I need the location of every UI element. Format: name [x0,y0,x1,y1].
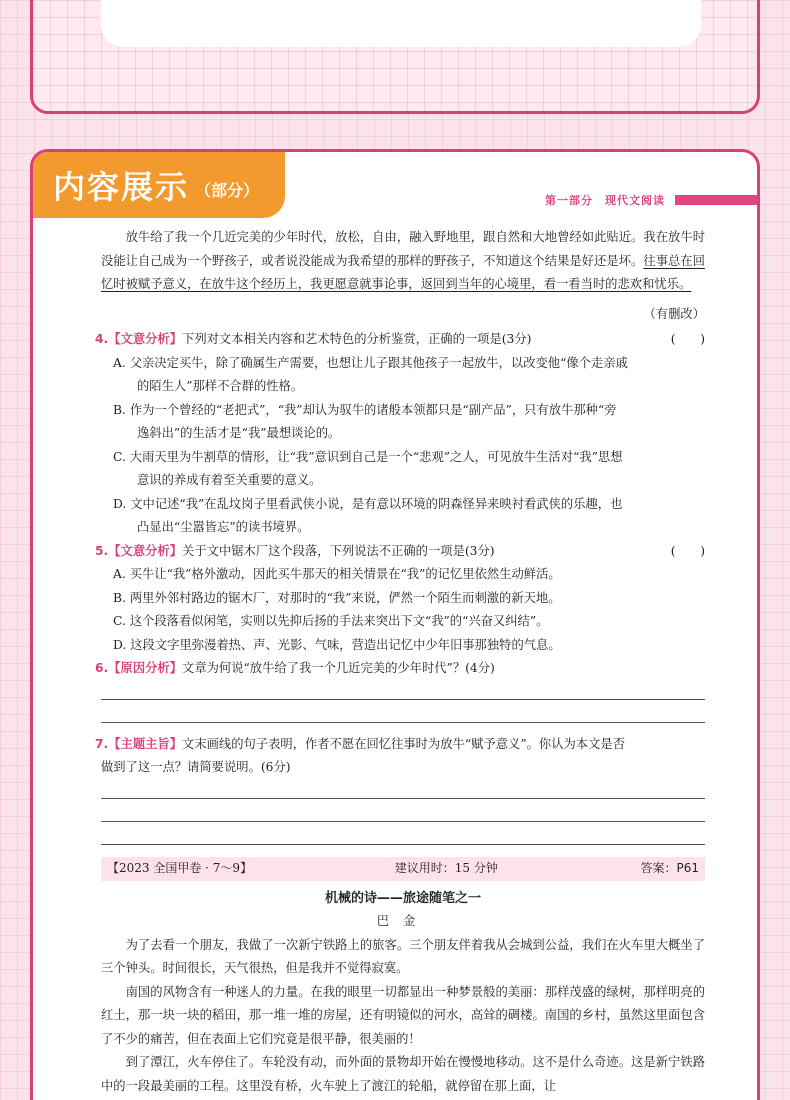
option-c: C. 这个段落看似闲笔，实则以先抑后扬的手法来突出下文“我”的“兴奋又纠结”。 [113,614,549,628]
header-title: 内容展示 [53,168,190,206]
exam-source: 【2023 全国甲卷 · 7～9】 [107,860,253,875]
question-tag: 【主题主旨】 [108,736,183,751]
info-bar [101,857,705,881]
answer-line[interactable] [101,699,705,700]
option-b-cont: 逸斜出”的生活才是“我”最想谈论的。 [137,426,341,440]
question-number: 4. [95,332,109,346]
article-author: 巴金 [376,914,430,928]
question-number: 5. [95,543,109,558]
answer-line[interactable] [101,722,705,723]
content-body [95,226,705,1098]
option-b: B. 两里外邻村路边的锯木厂，对那时的“我”来说，俨然一个陌生而刺激的新天地。 [113,590,561,605]
passage-paragraph [101,226,705,297]
header-subtitle: （部分） [195,180,260,200]
passage-text: 放牛给了我一个几近完美的少年时代，放松，自由，融入野地里，跟自然和大地曾经如此贴近。我在放牛时没能让自己成为一个野孩子，或者说没能成为我希望的那样的野孩子，不知道这个结果是好还是坏。 [101,230,705,268]
answer-paren: ( ) [670,332,705,346]
option-b: B. 作为一个曾经的“老把式”，“我”却认为驭牛的诸般本领都只是“副产品”，只有放牛那种“旁 [113,402,617,417]
top-white-panel [101,0,701,47]
section-stripe [675,195,757,205]
article-title: 机械的诗——旅途随笔之一 [324,890,481,906]
passage-note: （有删改） [643,306,705,321]
option-a-cont: 的陌生人”那样不合群的性格。 [137,379,304,393]
question-7 [95,733,705,757]
header-tab [33,152,285,218]
question-tag: 【文意分析】 [108,332,183,346]
option-d: D. 这段文字里弥漫着热、声、光影、气味，营造出记忆中少年旧事那独特的气息。 [113,637,561,652]
option-c: C. 大雨天里为牛割草的情形，让“我”意识到自己是一个“悲观”之人，可见放牛生活对“我”思想 [113,449,623,464]
option-a: A. 父亲决定买牛，除了确属生产需要，也想让儿子跟其他孩子一起放牛，以改变他“像个走亲戚 [113,355,628,370]
top-frame [30,0,760,114]
answer-line[interactable] [101,798,705,799]
suggested-time: 建议用时：15 分钟 [394,860,498,875]
article-paragraph: 为了去看一个朋友，我做了一次新宁铁路上的旅客。三个朋友伴着我从会城到公益，我们在火车里大概坐了三个钟头。时间很长，天气很热，但是我并不觉得寂寞。 [101,937,705,975]
article-paragraph: 南国的风物含有一种迷人的力量。在我的眼里一切都显出一种梦景般的美丽：那样茂盛的绿树，那样明亮的红土，那一块一块的稻田，那一堆一堆的房屋，还有明镜似的河水，高耸的碉楼。南国的乡村，虽然这里面包含了不少的痛苦，但在表面上它们究竟是很平静，很美丽的！ [101,984,705,1046]
option-a: A. 买牛让“我”格外激动，因此买牛那天的相关情景在“我”的记忆里依然生动鲜活。 [113,567,561,581]
question-6 [95,657,705,681]
answer-paren: ( ) [670,543,705,558]
question-number: 6. [95,661,109,675]
question-5 [95,540,705,564]
question-stem: 文末画线的句子表明，作者不愿在回忆往事时为放牛“赋予意义”。你认为本文是否 [182,736,625,751]
question-stem: 关于文中锯木厂这个段落，下列说法不正确的一项是(3分) [182,543,495,558]
content-frame [30,149,760,1100]
answer-page: 答案：P61 [640,860,699,875]
question-stem-cont: 做到了这一点？请简要说明。(6分) [101,760,291,774]
article-paragraph: 到了潭江，火车停住了。车轮没有动，而外面的景物却开始在慢慢地移动。这不是什么奇迹。这是新宁铁路中的一段最美丽的工程。这里没有桥，火车驶上了渡江的轮船，就停留在那上面，让 [101,1055,705,1093]
section-label: 第一部分 现代文阅读 [545,194,665,207]
option-d-cont: 凸显出“尘嚣皆忘”的读书境界。 [137,520,310,534]
question-number: 7. [95,736,109,751]
question-tag: 【文意分析】 [108,543,183,558]
underlined-sentence: 往事总在回忆时被赋予意义，在放牛这个经历上，我更愿意就事论事，返回到当年的心境里，看一看当时的悲欢和忧乐。 [101,253,705,291]
option-c-cont: 意识的养成有着至关重要的意义。 [137,473,322,487]
question-stem: 下列对文本相关内容和艺术特色的分析鉴赏，正确的一项是(3分) [182,332,532,346]
question-4 [95,328,705,352]
question-tag: 【原因分析】 [108,661,183,675]
answer-line[interactable] [101,821,705,822]
question-stem: 文章为何说“放牛给了我一个几近完美的少年时代”？(4分) [182,661,495,675]
option-d: D. 文中记述“我”在乱坟岗子里看武侠小说，是有意以环境的阴森怪异来映衬看武侠的乐趣，也 [113,496,623,511]
section-bar [285,192,757,208]
answer-line[interactable] [101,844,705,845]
